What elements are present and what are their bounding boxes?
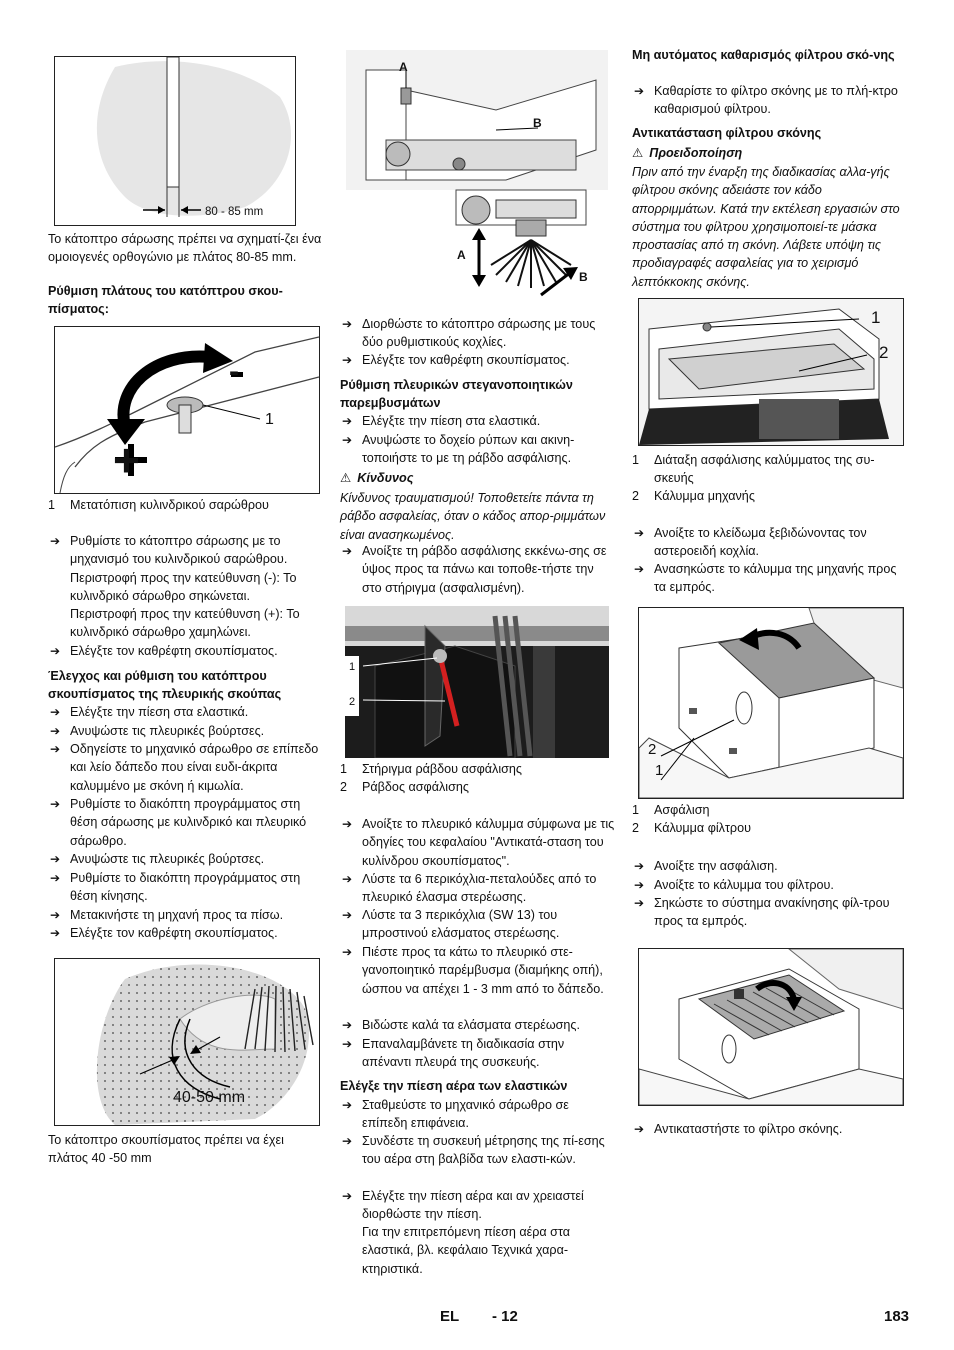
instruction: ➔ Ανυψώστε το δοχείο ρύπων και ακινη-τοποιήστε το με τη ράβδο ασφάλισης.	[340, 431, 616, 468]
legend-number: 2	[632, 489, 640, 503]
callout-2: 2	[648, 741, 657, 758]
instruction: ➔ Ελέγξτε τον καθρέφτη σκουπίσματος.	[48, 924, 326, 942]
danger-title	[340, 469, 616, 487]
instruction: ➔ Επαναλαμβάνετε τη διαδικασία στην απέναντι πλευρά της συσκευής.	[340, 1035, 616, 1072]
section-heading: Ελέγξε την πίεση αέρα των ελαστικών	[340, 1079, 568, 1093]
instruction: ➔ Ελέγξτε τον καθρέφτη σκουπίσματος.	[340, 351, 616, 369]
instruction-detail: Για την επιτρεπόμενη πίεση αέρα στα ελαστικά, βλ. κεφάλαιο Τεχνικά χαρα-κτηριστικά.	[362, 1225, 571, 1276]
warning-icon: ⚠	[632, 146, 644, 160]
warning-title-text: Προειδοποίηση	[649, 146, 743, 160]
instruction: ➔ Λύστε τα 3 περικόχλια (SW 13) του μπροστινού ελάσματος στερέωσης.	[340, 906, 616, 943]
instruction: ➔ Σταθμεύστε το μηχανικό σάρωθρο σε επίπεδη επιφάνεια.	[340, 1096, 616, 1133]
minus-symbol: -	[229, 355, 239, 388]
instruction: ➔ Ανοίξτε το κλείδωμα ξεβιδώνοντας τον αστεροειδή κοχλία.	[632, 524, 910, 561]
language-code: EL	[440, 1308, 460, 1325]
legend-text: Κάλυμμα φίλτρου	[654, 821, 751, 835]
figure-filter-shaker	[638, 948, 904, 1106]
instruction: ➔ Ανοίξτε τη ράβδο ασφάλισης εκκένω-σης σε ύψος προς τα πάνω και τοποθε-τήστε την στο στήριγμα (ασφαλισμένη).	[340, 542, 616, 597]
section-heading: Αντικατάσταση φίλτρου σκόνης	[632, 126, 822, 140]
legend-number: 1	[632, 453, 640, 467]
page-number: 183	[884, 1308, 910, 1325]
instruction: ➔ Καθαρίστε το φίλτρο σκόνης με το πλή-κτρο καθαρισμού φίλτρου.	[632, 82, 910, 119]
legend-text: Ασφάλιση	[654, 803, 710, 817]
instruction: ➔ Ανυψώστε τις πλευρικές βούρτσες.	[48, 722, 326, 740]
section-page-number: - 12	[492, 1308, 518, 1325]
legend-number: 2	[340, 780, 348, 794]
instruction-detail: Περιστροφή προς την κατεύθυνση (-): Το κυλινδρικό σάρωθρο σηκώνεται.	[70, 571, 297, 604]
instruction: ➔ Ρυθμίστε το διακόπτη προγράμματος στη θέση κίνησης.	[48, 869, 326, 906]
instruction: ➔ Ανοίξτε το πλευρικό κάλυμμα σύμφωνα με τις οδηγίες του κεφαλαίου "Αντικατά-σταση του κυλίνδρου σκουπίσματος".	[340, 815, 616, 870]
instruction: ➔ Ρυθμίστε το κάτοπτρο σάρωσης με το μηχανισμό του κυλινδρικού σαρώθρου.	[48, 532, 326, 569]
instruction: ➔ Ανυψώστε τις πλευρικές βούρτσες.	[48, 850, 326, 868]
legend-text: Κάλυμμα μηχανής	[654, 489, 755, 503]
width-label: 80 - 85 mm	[205, 206, 264, 218]
section-heading: Μη αυτόματος καθαρισμός φίλτρου σκό-νης	[632, 48, 895, 62]
warning-icon: ⚠	[340, 471, 352, 485]
paragraph: Το κάτοπτρο σάρωσης πρέπει να σχηματί-ζει ένα ομοιογενές ορθογώνιο με πλάτος 80-85 mm.	[48, 232, 322, 265]
instruction: ➔ Διορθώστε το κάτοπτρο σάρωσης με τους δύο ρυθμιστικούς κοχλίες.	[340, 315, 616, 352]
instruction: ➔ Ελέγξτε την πίεση στα ελαστικά.	[340, 412, 616, 430]
legend-number: 2	[632, 821, 640, 835]
plus-symbol: +	[113, 434, 140, 486]
legend-item	[340, 778, 616, 796]
instruction: ➔ Σηκώστε το σύστημα ανακίνησης φίλ-τρου προς τα εμπρός.	[632, 894, 910, 931]
figure-safety-rod	[345, 606, 609, 758]
instruction: ➔ Μετακινήστε τη μηχανή προς τα πίσω.	[48, 906, 326, 924]
instruction: ➔ Πιέστε προς τα κάτω το πλευρικό στε-γανοποιητικό παρέμβυσμα (διαμήκης οπή), ώσπου να απέχει 1 - 3 mm από το δάπεδο.	[340, 943, 616, 998]
paragraph: Το κάτοπτρο σκουπίσματος πρέπει να έχει πλάτος 40 -50 mm	[48, 1133, 284, 1166]
label-a-bottom: A	[457, 248, 466, 262]
legend-text: Ράβδος ασφάλισης	[362, 780, 469, 794]
callout-2: 2	[879, 343, 889, 362]
label-b-bottom: B	[579, 270, 588, 284]
section-heading: Έλεγχος και ρύθμιση του κατόπτρου σκουπίσματος της πλευρικής σκούπας	[48, 669, 282, 702]
instruction: ➔ Ανοίξτε το κάλυμμα του φίλτρου.	[632, 876, 910, 894]
legend-number: 1	[48, 498, 56, 512]
figure-side-brush-mirror	[54, 958, 320, 1126]
instruction-detail: Περιστροφή προς την κατεύθυνση (+): Το κυλινδρικό σάρωθρο χαμηλώνει.	[70, 607, 300, 640]
instruction: ➔ Οδηγείστε το μηχανικό σάρωθρο σε επίπεδο και λείο δάπεδο που είναι ευδι-άκριτα καλυμμένο με σκόνη ή κιμωλία.	[48, 740, 326, 795]
label-a-top: A	[399, 60, 408, 74]
instruction: ➔ Ανασηκώστε το κάλυμμα της μηχανής προς τα εμπρός.	[632, 560, 910, 597]
label-b-top: B	[533, 116, 542, 130]
figure-adjust-knob	[54, 326, 320, 494]
legend-item	[48, 496, 326, 514]
section-heading: Ρύθμιση πλάτους του κατόπτρου σκου-πίσματος:	[48, 284, 283, 317]
legend-item	[340, 760, 616, 778]
section-heading: Ρύθμιση πλευρικών στεγανοποιητικών παρεμβυσμάτων	[340, 378, 573, 411]
width-label: 40-50 mm	[173, 1089, 246, 1106]
instruction: ➔ Βιδώστε καλά τα ελάσματα στερέωσης.	[340, 1016, 616, 1034]
instruction: ➔ Ελέγξτε την πίεση στα ελαστικά.	[48, 703, 326, 721]
legend-text: Μετατόπιση κυλινδρικού σαρώθρου	[70, 498, 269, 512]
warning-title	[632, 144, 910, 162]
instruction: ➔ Λύστε τα 6 περικόχλια-πεταλούδες από το πλευρικό έλασμα στερέωσης.	[340, 870, 616, 907]
callout-1: 1	[871, 308, 881, 327]
legend-text: Διάταξη ασφάλισης καλύμματος της συ-σκευής	[654, 453, 875, 486]
danger-text: Κίνδυνος τραυματισμού! Τοποθετείτε πάντα τη ράβδο ασφαλείας, όταν ο κάδος απορ-ριμμάτων είναι ανασηκωμένος.	[340, 491, 606, 542]
legend-item	[632, 451, 910, 488]
callout-1: 1	[265, 411, 274, 428]
instruction: ➔ Αντικαταστήστε το φίλτρο σκόνης.	[632, 1120, 910, 1138]
instruction: ➔ Συνδέστε τη συσκευή μέτρησης της πί-εσης του αέρα στη βαλβίδα των ελαστι-κών.	[340, 1132, 616, 1169]
callout-1: 1	[349, 661, 356, 673]
figure-adjust-screws	[346, 50, 608, 302]
figure-sweep-mirror	[54, 56, 296, 226]
callout-1: 1	[655, 762, 664, 779]
legend-number: 1	[632, 803, 640, 817]
legend-item	[632, 487, 910, 505]
danger-title-text: Κίνδυνος	[357, 471, 414, 485]
instruction: ➔ Ανοίξτε την ασφάλιση.	[632, 857, 910, 875]
instruction: ➔ Ρυθμίστε το διακόπτη προγράμματος στη θέση σάρωσης με κυλινδρικό και πλευρικό σάρωθρο.	[48, 795, 326, 850]
legend-number: 1	[340, 762, 348, 776]
figure-machine-cover	[638, 298, 904, 446]
legend-item	[632, 819, 910, 837]
figure-filter-cover	[638, 607, 904, 799]
legend-item	[632, 801, 910, 819]
instruction: ➔ Ελέγξτε την πίεση αέρα και αν χρειαστεί διορθώστε την πίεση.	[340, 1187, 616, 1224]
instruction: ➔ Ελέγξτε τον καθρέφτη σκουπίσματος.	[48, 642, 326, 660]
callout-2: 2	[349, 696, 356, 708]
legend-text: Στήριγμα ράβδου ασφάλισης	[362, 762, 522, 776]
warning-text: Πριν από την έναρξη της διαδικασίας αλλα-γής φίλτρου σκόνης αδειάστε τον κάδο απορριμμάτων. Κατά την εκτέλεση εργασιών στο σύστημα του φίλτρου χρησιμοποιεί-τε μάσκα προστασίας από τη σκόνη. Λάβετε υπόψη τις προδιαγραφές ασφαλείας για το χειρισμό λεπτόκκοκης σκόνης.	[632, 165, 900, 289]
